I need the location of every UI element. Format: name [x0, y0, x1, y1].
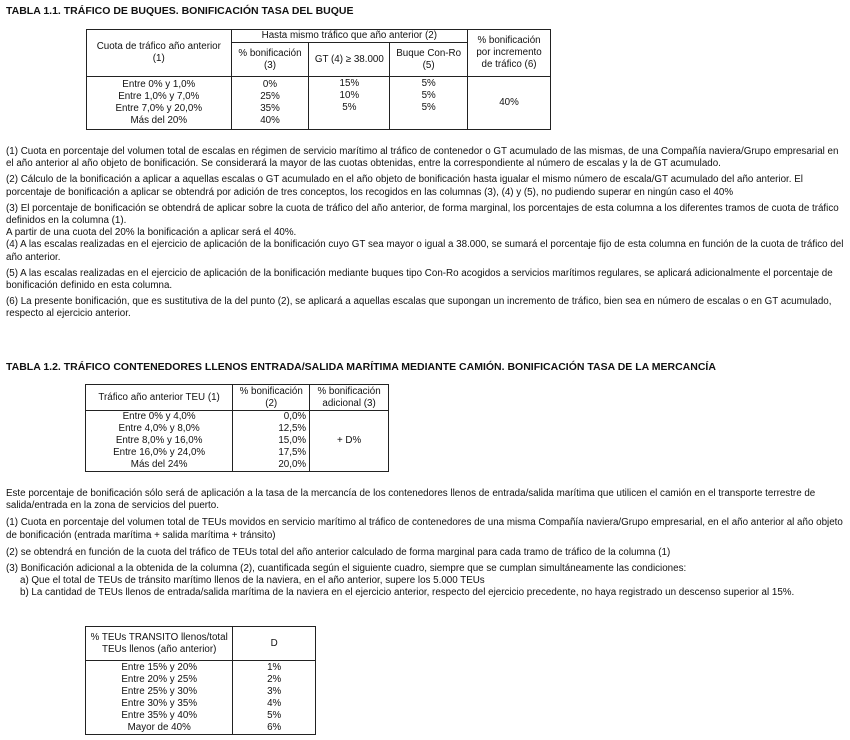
bonus-cell: 0%: [262, 79, 278, 90]
table-1-2: [85, 384, 389, 472]
d-cell: 5%: [267, 709, 282, 721]
header-bonus: % bonificación (2): [233, 385, 310, 411]
additional-cell: + D%: [310, 411, 389, 472]
quota-cell: Entre 0% y 1,0%: [122, 79, 196, 90]
increment-cell: 40%: [468, 77, 551, 130]
ratio-column: [86, 661, 233, 735]
ratio-cell: Entre 15% y 20%: [121, 661, 198, 673]
conro-cell: 5%: [421, 90, 436, 101]
ratio-cell: Entre 20% y 25%: [121, 673, 198, 685]
header-d: D: [233, 627, 316, 661]
header-quota: Cuota de tráfico año anterior (1): [87, 30, 232, 77]
note: (3) Bonificación adicional a la obtenida de la columna (2), cuantificada según el siguiente cuadro, siempre que se cumplan simultáneamente las condiciones:: [6, 563, 687, 575]
bonus-cell: 12,5%: [278, 423, 307, 434]
note: (2) Cálculo de la bonificación a aplicar a aquellas escalas o GT acumulado en el año objeto de bonificación hasta igualar el mismo número de escala/GT acumulado del año anterior. El porcentaje de bonificación a aplicar se obtendrá por adición de tres conceptos, los recogidos en las columnas (3), (4) y (5), no pudiendo superar en ningún caso el 40%: [6, 174, 803, 198]
ratio-cell: Mayor de 40%: [127, 721, 191, 733]
quota-column: [87, 77, 232, 130]
table-1-2-notes: [6, 488, 844, 600]
bonus-column: [233, 411, 310, 472]
bonus-cell: 40%: [260, 115, 280, 126]
bonus-cell: 35%: [260, 103, 280, 114]
table-1-1: [86, 29, 551, 130]
traffic-column: [86, 411, 233, 472]
bonus-cell: 17,5%: [278, 447, 307, 458]
note: (1) Cuota en porcentaje del volumen total de escalas en régimen de servicio marítimo al tráfico de contenedor o GT acumulado de las mismas, de una Compañía naviera/Grupo empresarial en el año anterior al año objeto de bonificación. Se considerará la mayor de las cuotas obtenidas, entre la correspondiente al número de escalas y la de GT acumulado.: [6, 146, 839, 170]
gt-cell: 15%: [339, 78, 360, 89]
note: (6) La presente bonificación, que es sustitutiva de la del punto (2), se aplicará a aquellas escalas que supongan un incremento de tráfico, bien sea en número de escalas o en GT acumulado, respecto al ejercicio anterior.: [6, 296, 832, 320]
table-d: [85, 626, 316, 735]
note: Este porcentaje de bonificación sólo será de aplicación a la tasa de la mercancía de los contenedores llenos de entrada/salida marítima que utilicen el camión en el transporte terrestre de salida/entrada en la zona de servicios del puerto.: [6, 488, 816, 512]
bonus-cell: 25%: [260, 91, 280, 102]
d-cell: 1%: [267, 661, 282, 673]
header-ratio: % TEUs TRANSITO llenos/total TEUs llenos (año anterior): [86, 627, 233, 661]
header-additional: % bonificación adicional (3): [310, 385, 389, 411]
note: b) La cantidad de TEUs llenos de entrada/salida marítima de la naviera en el ejercicio anterior, respecto del ejercicio precedente, no haya registrado un descenso superior al 15%.: [20, 587, 795, 599]
d-cell: 6%: [267, 721, 282, 733]
table-1-1-notes: [6, 146, 844, 321]
header-increment: % bonificación por incremento de tráfico (6): [468, 30, 551, 77]
header-same-traffic: Hasta mismo tráfico que año anterior (2): [231, 30, 468, 43]
traffic-cell: Entre 0% y 4,0%: [122, 411, 196, 422]
traffic-cell: Entre 16,0% y 24,0%: [113, 447, 206, 458]
traffic-cell: Entre 4,0% y 8,0%: [118, 423, 200, 434]
note: (4) A las escalas realizadas en el ejercicio de aplicación de la bonificación cuyo GT sea mayor o igual a 38.000, se sumará el porcentaje fijo de esta columna en función de la cuota de tráfico del año anterior.: [6, 239, 844, 263]
note: A partir de una cuota del 20% la bonificación a aplicar será el 40%.: [6, 227, 297, 239]
bonus-cell: 15,0%: [278, 435, 307, 446]
bonus-cell: 0,0%: [283, 411, 307, 422]
table-1-1-title: TABLA 1.1. TRÁFICO DE BUQUES. BONIFICACIÓN TASA DEL BUQUE: [6, 5, 354, 17]
d-cell: 2%: [267, 673, 282, 685]
note: (2) se obtendrá en función de la cuota del tráfico de TEUs total del año anterior calculado de forma marginal para cada tramo de tráfico de la columna (1): [6, 546, 671, 558]
conro-cell: 5%: [421, 78, 436, 89]
note: a) Que el total de TEUs de tránsito marítimo llenos de la naviera, en el año anterior, supere los 5.000 TEUs: [20, 575, 485, 587]
gt-cell: 5%: [342, 102, 357, 113]
gt-column: [309, 77, 390, 130]
note: (5) A las escalas realizadas en el ejercicio de aplicación de la bonificación mediante buques tipo Con-Ro acogidos a servicios marítimos regulares, se aplicará adicionalmente el porcentaje de bonificación definido en esta columna.: [6, 267, 833, 292]
d-cell: 3%: [267, 685, 282, 697]
quota-cell: Entre 7,0% y 20,0%: [115, 103, 203, 114]
conro-cell: 5%: [421, 102, 436, 113]
note: (1) Cuota en porcentaje del volumen total de TEUs movidos en servicio marítimo al tráfico de contenedores de una misma Compañía naviera/Grupo empresarial, en el año anterior al año objeto de bonificación (entrada marítima + salida marítima + tránsito): [6, 517, 843, 541]
traffic-cell: Entre 8,0% y 16,0%: [115, 435, 203, 446]
table-1-2-title: TABLA 1.2. TRÁFICO CONTENEDORES LLENOS ENTRADA/SALIDA MARÍTIMA MEDIANTE CAMIÓN. BONIFICACIÓN TASA DE LA MERCANCÍA: [6, 361, 716, 373]
header-conro: Buque Con-Ro (5): [390, 43, 468, 77]
conro-column: [390, 77, 468, 130]
ratio-cell: Entre 35% y 40%: [121, 709, 198, 721]
header-bonus: % bonificación (3): [231, 43, 309, 77]
bonus-column: [231, 77, 309, 130]
ratio-cell: Entre 25% y 30%: [121, 685, 198, 697]
header-traffic: Tráfico año anterior TEU (1): [86, 385, 233, 411]
header-gt: GT (4) ≥ 38.000: [309, 43, 390, 77]
traffic-cell: Más del 24%: [130, 459, 188, 470]
quota-cell: Más del 20%: [130, 115, 188, 126]
quota-cell: Entre 1,0% y 7,0%: [118, 91, 200, 102]
ratio-cell: Entre 30% y 35%: [121, 697, 198, 709]
gt-cell: 10%: [339, 90, 360, 101]
note: (3) El porcentaje de bonificación se obtendrá de aplicar sobre la cuota de tráfico del año anterior, de forma marginal, los porcentajes de esta columna a los diferentes tramos de cuota de tráfico definidos en la columna (1).: [6, 202, 839, 227]
d-column: [233, 661, 316, 735]
bonus-cell: 20,0%: [278, 459, 307, 470]
d-cell: 4%: [267, 697, 282, 709]
